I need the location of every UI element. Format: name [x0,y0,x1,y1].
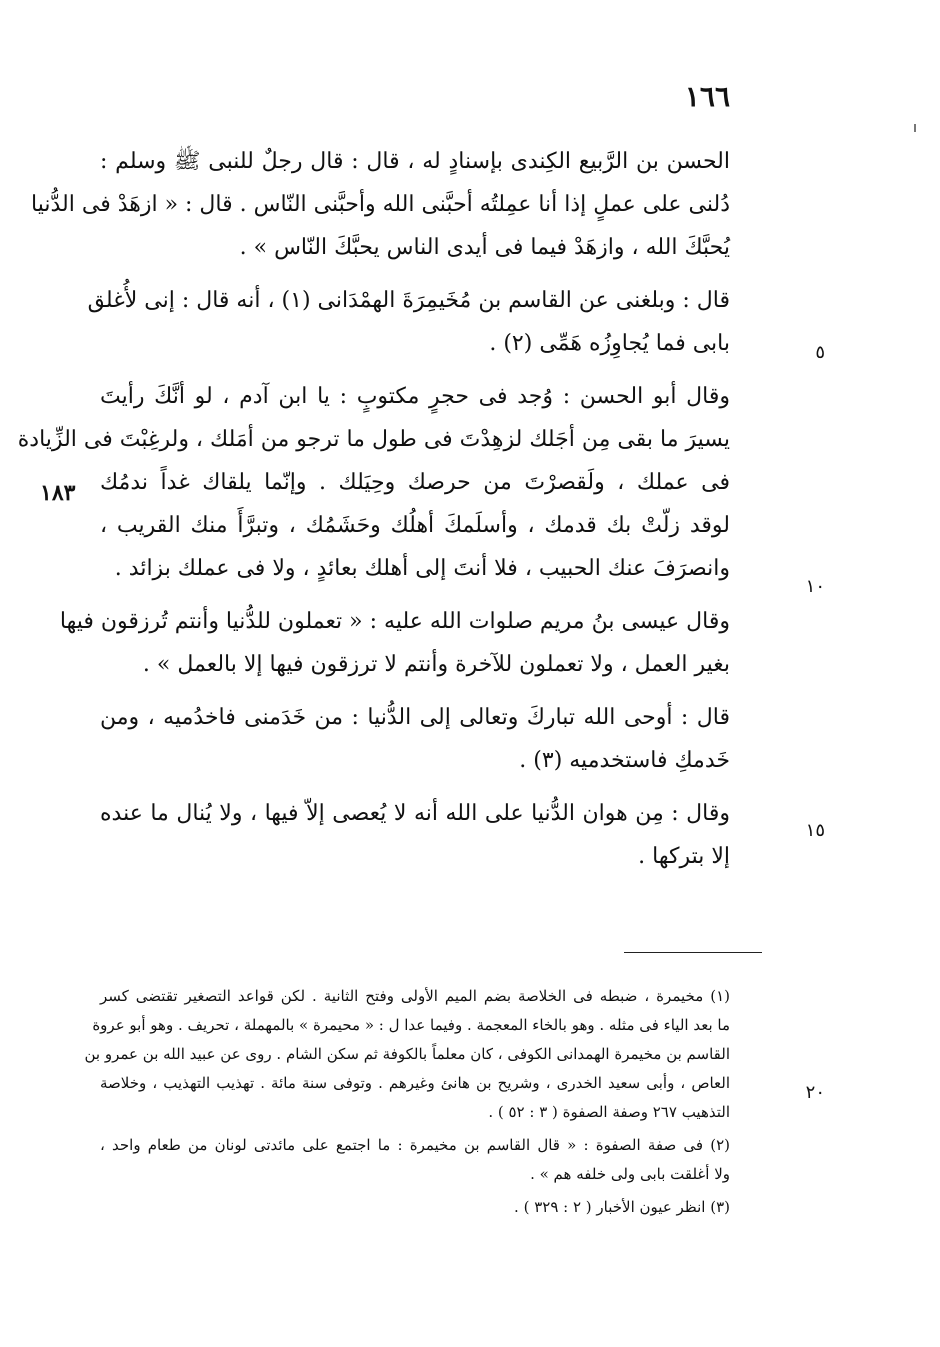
line-number-10: ١٠ [805,576,825,597]
footnote-line: (٢) فى صفة الصفوة : « قال القاسم بن مخيمرة : ما اجتمع على مائدتى لونان من طعام واحد ، [100,1136,730,1154]
text-line: يُحبَّكَ الله ، وازهَدْ فيما فى أيدى الناس يحبَّكَ النّاس » . [239,235,730,260]
footnote-line: القاسم بن مخيمرة الهمدانى الكوفى ، كان معلماً بالكوفة ثم سكن الشام . روى عن عبيد الله بن عمرو بن [84,1045,730,1063]
line-number-15: ١٥ [805,820,825,841]
footnote-1 [84,982,730,1127]
page-number: ١٦٦ [684,80,730,113]
text-line: إلا بتركها . [638,844,730,869]
paragraph [59,600,730,686]
footnote-line: (٣) انظر عيون الأخبار ( ٢ : ٣٢٩ ) . [514,1198,730,1216]
footnote-line: (١) مخيمرة ، ضبطه فى الخلاصة بضم الميم الأولى وفتح الثانية . لكن قواعد التصغير تقتضى كسر [100,987,730,1005]
text-line: الحسن بن الرَّبيع الكِندى بإسنادٍ له ، قال : قال رجلٌ للنبى ﷺ وسلم : [100,149,730,174]
text-line: لوقد زلّتْ بك قدمك ، وأسلَمكَ أهلُك وحَشَمُك ، وتبرَّأَ منك القريب ، [100,513,730,538]
text-line: قال : أوحى الله تباركَ وتعالى إلى الدُّنيا : من خَدَمنى فاخدُميه ، ومن [100,705,730,730]
footnote-line: التذهيب ٢٦٧ وصفة الصفوة ( ٣ : ٥٢ ) . [488,1103,730,1121]
line-number-20: ٢٠ [805,1082,825,1103]
footnote-separator [624,952,762,953]
text-line: وقال : مِن هوان الدُّنيا على الله أنه لا يُعصى إلاّ فيها ، ولا يُنال ما عنده [100,801,730,826]
footnote-3 [100,1193,730,1222]
paragraph [87,279,730,365]
scan-mark [914,124,916,132]
text-line: وانصرَفَ عنك الحبيب ، فلا أنتَ إلى أهلك بعائدٍ ، ولا فى عملك بزائد . [114,556,730,581]
text-line: وقال أبو الحسن : وُجد فى حجرٍ مكتوبٍ : يا ابن آدم ، لو أنَّكَ رأيتَ [100,384,730,409]
text-line: فى عملك ، ولَقصرْتَ من حرصك وحِيَلك . وإنّما يلقاك غداً ندمُك [100,470,730,495]
text-line: دُلنى على عملٍ إذا أنا عمِلتُه أحبَّنى الله وأحبَّنى النّاس . قال : « ازهَدْ فى الدُّنيا [31,192,730,217]
paragraph [31,140,730,269]
text-line: بغير العمل ، ولا تعملون للآخرة وأنتم لا ترزقون فيها إلا بالعمل » . [142,652,730,677]
footnote-line: ما بعد الياء فى مثله . وهو بالخاء المعجمة . وفيما عدا ل : « محيمرة » بالمهملة ، تحريف . وهو أبو عروة [92,1016,730,1034]
footnote-2 [100,1131,730,1189]
line-number-5: ٥ [815,342,825,363]
footnote-line: ولا أغلقت بابى ولى خلفه هم » . [530,1165,730,1183]
text-line: وقال عيسى بنُ مريم صلوات الله عليه : « تعملون للدُّنيا وأنتم تُرزقون فيها [59,609,730,634]
left-margin-page-reference: ١٨٣ [40,480,76,506]
text-line: يسيرَ ما بقى مِن أجَلك لزهِدْتَ فى طول ما ترجو من أمَلك ، ولرغِبْتَ فى الزِّيادة [17,427,730,452]
text-line: بابى فما يُجاوِزُه هَمِّى (٢) . [489,331,730,356]
text-line: قال : وبلغنى عن القاسم بن مُخَيمِرَةَ الهمْدَانى (١) ، أنه قال : إنى لأُغلق [87,288,730,313]
text-line: خَدمكِ فاستخدميه (٣) . [519,748,730,773]
footnote-line: العاص ، وأبى سعيد الخدرى ، وشريح بن هانئ وغيرهم . وتوفى سنة مائة . تهذيب التهذيب ، وخلاصة [100,1074,730,1092]
paragraph [100,792,730,878]
paragraph [100,696,730,782]
footnotes [84,982,730,1226]
